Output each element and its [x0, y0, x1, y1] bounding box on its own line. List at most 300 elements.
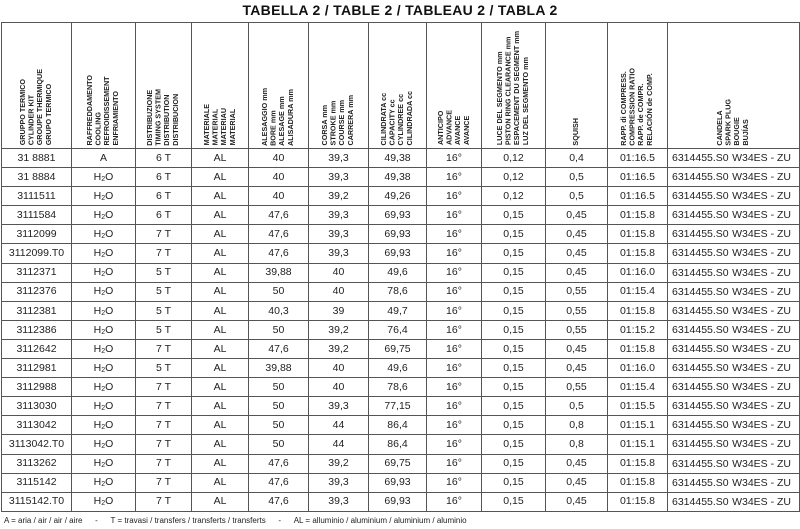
- table-row: [2, 416, 800, 435]
- header-line: GRUPPO TERMICO: [18, 79, 28, 146]
- cooling-symbol-tail: O: [105, 380, 114, 393]
- cell-cooling: [72, 206, 136, 225]
- cell-material: AL: [192, 187, 249, 206]
- header-line: RELACIÓN de COMP.: [645, 72, 655, 146]
- cell-timing: 5 T: [136, 301, 192, 320]
- cell-bore: 40,3: [249, 301, 309, 320]
- legend-separator: -: [278, 516, 282, 525]
- cell-compression-ratio: 01:16.0: [608, 263, 668, 282]
- cell-cylinder-kit: 3112642: [2, 339, 72, 358]
- cell-capacity: 78,6: [369, 378, 427, 397]
- spark-plug-model: W34ES - ZU: [732, 476, 791, 489]
- cell-spark-plug: [668, 359, 800, 378]
- cell-cylinder-kit: 3112988: [2, 378, 72, 397]
- cell-capacity: 69,93: [369, 206, 427, 225]
- table-row: [2, 168, 800, 187]
- cell-advance: 16°: [427, 282, 482, 301]
- cell-ring-clearance: 0,12: [482, 149, 546, 168]
- header-line: DISTRIBUTION: [162, 94, 172, 146]
- cell-spark-plug: [668, 225, 800, 244]
- cell-advance: 16°: [427, 492, 482, 511]
- cell-cooling: [72, 378, 136, 397]
- cell-material: AL: [192, 225, 249, 244]
- cell-ring-clearance: 0,15: [482, 263, 546, 282]
- cooling-symbol-tail: O: [105, 170, 114, 183]
- cell-cylinder-kit: 3112981: [2, 359, 72, 378]
- cell-squish: 0,5: [546, 397, 608, 416]
- table-title: TABELLA 2 / TABLE 2 / TABLEAU 2 / TABLA 2: [242, 2, 558, 18]
- header-squish: [546, 23, 608, 149]
- cell-capacity: 69,93: [369, 244, 427, 263]
- cooling-symbol-tail: O: [105, 400, 114, 413]
- cell-ring-clearance: 0,15: [482, 339, 546, 358]
- header-line: RAPP. de COMPR.: [636, 83, 646, 146]
- table-row: [2, 244, 800, 263]
- cell-timing: 6 T: [136, 168, 192, 187]
- cooling-subscript: 2: [101, 175, 106, 183]
- cooling-subscript: 2: [101, 366, 106, 374]
- spark-plug-code: 6314455.S0: [672, 457, 729, 470]
- cell-material: AL: [192, 416, 249, 435]
- header-bore: [249, 23, 309, 149]
- header-line: COURSE mm: [337, 99, 347, 146]
- cell-stroke: 39,3: [309, 473, 369, 492]
- cell-material: AL: [192, 282, 249, 301]
- cell-stroke: 44: [309, 435, 369, 454]
- spark-plug-model: W34ES - ZU: [732, 457, 791, 470]
- spark-plug-model: W34ES - ZU: [732, 247, 791, 260]
- spark-plug-model: W34ES - ZU: [732, 438, 791, 451]
- cell-capacity: 86,4: [369, 435, 427, 454]
- cell-squish: 0,55: [546, 282, 608, 301]
- cell-cooling: [72, 244, 136, 263]
- cell-material: AL: [192, 301, 249, 320]
- spark-plug-model: W34ES - ZU: [732, 495, 791, 508]
- cooling-subscript: 2: [101, 385, 106, 393]
- cell-squish: 0,8: [546, 416, 608, 435]
- header-line: COMPRESSION RATIO: [627, 67, 637, 146]
- header-line: LUZ DEL SEGMENTO mm: [521, 57, 531, 146]
- cell-bore: 47,6: [249, 454, 309, 473]
- cell-material: AL: [192, 492, 249, 511]
- cooling-symbol: H: [93, 361, 102, 374]
- cooling-symbol-tail: O: [105, 228, 114, 241]
- cooling-symbol: H: [93, 285, 102, 298]
- cell-bore: 50: [249, 397, 309, 416]
- cell-ring-clearance: 0,12: [482, 187, 546, 206]
- cell-cooling: A: [72, 149, 136, 168]
- table-row: [2, 492, 800, 511]
- header-line: BOUGIE: [732, 117, 742, 146]
- header-line: CARRERA mm: [346, 95, 356, 146]
- cell-timing: 7 T: [136, 435, 192, 454]
- spark-plug-model: W34ES - ZU: [732, 171, 791, 184]
- cell-capacity: 69,75: [369, 454, 427, 473]
- cell-stroke: 44: [309, 416, 369, 435]
- spark-plug-model: W34ES - ZU: [732, 209, 791, 222]
- cell-advance: 16°: [427, 225, 482, 244]
- cell-bore: 47,6: [249, 225, 309, 244]
- header-line: AVANCE: [453, 116, 462, 146]
- cell-compression-ratio: 01:15.8: [608, 206, 668, 225]
- cell-spark-plug: [668, 416, 800, 435]
- header-line: CORSA mm: [320, 105, 330, 146]
- cell-compression-ratio: 01:15.8: [608, 244, 668, 263]
- table-body: [2, 149, 800, 512]
- cell-timing: 5 T: [136, 282, 192, 301]
- cell-advance: 16°: [427, 339, 482, 358]
- cell-ring-clearance: 0,15: [482, 454, 546, 473]
- cooling-symbol: H: [93, 419, 102, 432]
- header-cylinder-kit: [2, 23, 72, 149]
- cell-cylinder-kit: 3112376: [2, 282, 72, 301]
- cell-advance: 16°: [427, 168, 482, 187]
- spark-plug-model: W34ES - ZU: [732, 342, 791, 355]
- header-line: ANTICIPO: [435, 111, 445, 146]
- header-compression-ratio: [608, 23, 668, 149]
- cell-advance: 16°: [427, 263, 482, 282]
- cell-stroke: 39,3: [309, 206, 369, 225]
- spark-plug-code: 6314455.S0: [672, 438, 729, 451]
- spark-plug-model: W34ES - ZU: [732, 419, 791, 432]
- table-row: [2, 378, 800, 397]
- cooling-subscript: 2: [101, 481, 106, 489]
- cell-compression-ratio: 01:15.5: [608, 397, 668, 416]
- cooling-symbol-tail: O: [105, 495, 114, 508]
- table-row: [2, 473, 800, 492]
- cell-capacity: 69,93: [369, 473, 427, 492]
- cell-capacity: 49,38: [369, 149, 427, 168]
- cell-ring-clearance: 0,15: [482, 397, 546, 416]
- spark-plug-code: 6314455.S0: [672, 285, 729, 298]
- spark-plug-code: 6314455.S0: [672, 495, 729, 508]
- table-row: [2, 225, 800, 244]
- cell-cooling: [72, 339, 136, 358]
- table-row: [2, 263, 800, 282]
- cell-spark-plug: [668, 339, 800, 358]
- cell-bore: 47,6: [249, 473, 309, 492]
- cell-spark-plug: [668, 206, 800, 225]
- cooling-symbol: H: [93, 342, 102, 355]
- header-cooling: [72, 23, 136, 149]
- cell-cooling: [72, 263, 136, 282]
- cooling-subscript: 2: [101, 252, 106, 260]
- table-row: [2, 187, 800, 206]
- header-line: ENFRIAMIENTO: [111, 90, 121, 146]
- cooling-subscript: 2: [101, 462, 106, 470]
- cell-bore: 50: [249, 378, 309, 397]
- cooling-subscript: 2: [101, 194, 106, 202]
- cell-spark-plug: [668, 301, 800, 320]
- header-ring-clearance: [482, 23, 546, 149]
- cell-cylinder-kit: 31 8884: [2, 168, 72, 187]
- spark-plug-model: W34ES - ZU: [732, 190, 791, 203]
- cell-timing: 7 T: [136, 225, 192, 244]
- cell-compression-ratio: 01:16.5: [608, 168, 668, 187]
- header-line: DISTRIBUZIONE: [145, 89, 155, 146]
- header-line: GRUPO TERMICO: [44, 84, 54, 146]
- cell-squish: 0,45: [546, 473, 608, 492]
- header-line: CYLINDREE cc: [396, 93, 406, 146]
- cell-ring-clearance: 0,15: [482, 359, 546, 378]
- spark-plug-code: 6314455.S0: [672, 342, 729, 355]
- header-line: TIMING SYSTEM: [153, 88, 163, 146]
- cell-timing: 6 T: [136, 206, 192, 225]
- cooling-subscript: 2: [101, 500, 106, 508]
- cell-cylinder-kit: 3113030: [2, 397, 72, 416]
- cell-spark-plug: [668, 282, 800, 301]
- cell-material: AL: [192, 397, 249, 416]
- cell-ring-clearance: 0,15: [482, 225, 546, 244]
- cell-bore: 40: [249, 168, 309, 187]
- cell-cylinder-kit: 3111511: [2, 187, 72, 206]
- spark-plug-model: W34ES - ZU: [732, 266, 791, 279]
- cell-advance: 16°: [427, 301, 482, 320]
- cell-stroke: 39,3: [309, 244, 369, 263]
- cell-compression-ratio: 01:15.8: [608, 339, 668, 358]
- header-line: CILINDRADA cc: [405, 91, 415, 146]
- cell-spark-plug: [668, 492, 800, 511]
- cell-stroke: 39,3: [309, 492, 369, 511]
- cell-advance: 16°: [427, 187, 482, 206]
- cell-capacity: 78,6: [369, 282, 427, 301]
- cell-advance: 16°: [427, 473, 482, 492]
- cell-compression-ratio: 01:15.8: [608, 301, 668, 320]
- cell-cylinder-kit: 3115142: [2, 473, 72, 492]
- cell-squish: 0,45: [546, 454, 608, 473]
- spark-plug-code: 6314455.S0: [672, 171, 729, 184]
- cell-compression-ratio: 01:15.1: [608, 416, 668, 435]
- cell-capacity: 86,4: [369, 416, 427, 435]
- cell-squish: 0,45: [546, 244, 608, 263]
- cell-advance: 16°: [427, 435, 482, 454]
- header-line: REFROIDISSEMENT: [102, 76, 112, 146]
- header-line: CAPACITY cc: [387, 99, 397, 146]
- header-line: MATERIAU: [219, 108, 228, 146]
- cell-stroke: 39,3: [309, 225, 369, 244]
- legend-air: A = aria / air / air / aire: [4, 516, 83, 525]
- cooling-symbol-tail: O: [105, 323, 114, 336]
- cooling-symbol-tail: O: [105, 266, 114, 279]
- cell-cooling: [72, 454, 136, 473]
- table-row: [2, 359, 800, 378]
- cell-spark-plug: [668, 149, 800, 168]
- cell-material: AL: [192, 168, 249, 187]
- cell-bore: 47,6: [249, 206, 309, 225]
- cooling-symbol-tail: O: [105, 476, 114, 489]
- legend-aluminium: AL = alluminio / aluminium / aluminium / aluminio: [293, 516, 467, 525]
- cooling-symbol-tail: O: [105, 189, 114, 202]
- spark-plug-code: 6314455.S0: [672, 381, 729, 394]
- cell-material: AL: [192, 378, 249, 397]
- cell-cylinder-kit: 3112386: [2, 320, 72, 339]
- cell-cylinder-kit: 31 8881: [2, 149, 72, 168]
- cell-squish: 0,55: [546, 320, 608, 339]
- legend-transfers: T = travasi / transfers / transferts / transferts: [110, 516, 266, 525]
- cell-stroke: 39,2: [309, 320, 369, 339]
- spark-plug-model: W34ES - ZU: [732, 285, 791, 298]
- cell-cylinder-kit: 3113042: [2, 416, 72, 435]
- cell-cylinder-kit: 3112381: [2, 301, 72, 320]
- cell-stroke: 39,3: [309, 397, 369, 416]
- spark-plug-model: W34ES - ZU: [732, 323, 791, 336]
- cell-material: AL: [192, 339, 249, 358]
- cooling-symbol: H: [93, 189, 102, 202]
- cell-capacity: 77,15: [369, 397, 427, 416]
- cell-squish: 0,5: [546, 187, 608, 206]
- cell-capacity: 69,93: [369, 225, 427, 244]
- cell-bore: 40: [249, 187, 309, 206]
- cooling-symbol-tail: O: [105, 342, 114, 355]
- header-line: CILINDRATA cc: [379, 92, 389, 146]
- spark-plug-model: W34ES - ZU: [732, 152, 791, 164]
- cell-stroke: 39,3: [309, 168, 369, 187]
- cell-timing: 5 T: [136, 320, 192, 339]
- cell-cooling: [72, 320, 136, 339]
- cell-timing: 7 T: [136, 339, 192, 358]
- cell-cooling: [72, 301, 136, 320]
- cooling-subscript: 2: [101, 233, 106, 241]
- header-line: MATERIAL: [227, 108, 237, 146]
- cell-compression-ratio: 01:16.5: [608, 149, 668, 168]
- spark-plug-code: 6314455.S0: [672, 209, 729, 222]
- cell-compression-ratio: 01:15.2: [608, 320, 668, 339]
- spark-plug-code: 6314455.S0: [672, 304, 729, 317]
- cell-stroke: 40: [309, 263, 369, 282]
- cell-cooling: [72, 416, 136, 435]
- cooling-symbol-tail: O: [105, 438, 114, 451]
- cell-spark-plug: [668, 435, 800, 454]
- cell-squish: 0,8: [546, 435, 608, 454]
- cooling-symbol: H: [93, 457, 102, 470]
- table-row: [2, 301, 800, 320]
- cell-capacity: 49,7: [369, 301, 427, 320]
- cell-squish: 0,5: [546, 168, 608, 187]
- cell-squish: 0,45: [546, 206, 608, 225]
- cell-capacity: 49,26: [369, 187, 427, 206]
- cell-advance: 16°: [427, 378, 482, 397]
- cooling-subscript: 2: [101, 309, 106, 317]
- cell-ring-clearance: 0,15: [482, 492, 546, 511]
- cell-bore: 50: [249, 416, 309, 435]
- cell-material: AL: [192, 244, 249, 263]
- header-line: SPARK PLUG: [723, 98, 733, 146]
- cell-ring-clearance: 0,15: [482, 244, 546, 263]
- cell-cooling: [72, 492, 136, 511]
- cell-timing: 7 T: [136, 454, 192, 473]
- header-line: ALESAGE mm: [277, 95, 287, 146]
- spark-plug-code: 6314455.S0: [672, 247, 729, 260]
- spark-plug-model: W34ES - ZU: [732, 228, 791, 241]
- cooling-subscript: 2: [101, 347, 106, 355]
- header-capacity: [369, 23, 427, 149]
- spark-plug-model: W34ES - ZU: [732, 400, 791, 413]
- cell-ring-clearance: 0,12: [482, 168, 546, 187]
- cell-advance: 16°: [427, 320, 482, 339]
- header-line: CYLINDER KIT: [26, 95, 36, 146]
- cell-cooling: [72, 359, 136, 378]
- cooling-symbol-tail: O: [105, 304, 114, 317]
- header-line: BORE mm: [268, 109, 278, 146]
- cooling-symbol-tail: O: [105, 285, 114, 298]
- cooling-subscript: 2: [101, 405, 106, 413]
- spark-plug-code: 6314455.S0: [672, 323, 729, 336]
- header-line: BUJÍAS: [741, 119, 751, 146]
- header-line: SQUISH: [571, 117, 581, 146]
- cell-cooling: [72, 282, 136, 301]
- cooling-subscript: 2: [101, 328, 106, 336]
- cell-bore: 50: [249, 282, 309, 301]
- cell-material: AL: [192, 359, 249, 378]
- cell-advance: 16°: [427, 397, 482, 416]
- header-line: RAPP. di COMPRESS.: [619, 70, 629, 146]
- cell-stroke: 39,2: [309, 454, 369, 473]
- cell-cylinder-kit: 3113042.T0: [2, 435, 72, 454]
- header-line: ALESAGGIO mm: [260, 87, 270, 146]
- cell-ring-clearance: 0,15: [482, 301, 546, 320]
- cell-timing: 5 T: [136, 263, 192, 282]
- header-line: CANDELA: [715, 110, 725, 146]
- cooling-symbol: H: [93, 476, 102, 489]
- cell-stroke: 40: [309, 378, 369, 397]
- header-line: PISTON RING CLEARANCE mm: [503, 37, 513, 146]
- cooling-symbol: H: [93, 266, 102, 279]
- cooling-subscript: 2: [101, 290, 106, 298]
- cell-spark-plug: [668, 244, 800, 263]
- header-spark-plug: [668, 23, 800, 149]
- cell-cooling: [72, 225, 136, 244]
- cell-spark-plug: [668, 263, 800, 282]
- cooling-symbol-tail: O: [105, 457, 114, 470]
- cell-stroke: 39,2: [309, 187, 369, 206]
- cell-squish: 0,55: [546, 378, 608, 397]
- cell-cylinder-kit: 3111584: [2, 206, 72, 225]
- spark-plug-model: W34ES - ZU: [732, 304, 791, 317]
- cell-bore: 47,6: [249, 339, 309, 358]
- cell-material: AL: [192, 149, 249, 168]
- cell-capacity: 69,75: [369, 339, 427, 358]
- cell-spark-plug: [668, 473, 800, 492]
- cell-stroke: 39: [309, 301, 369, 320]
- table-row: [2, 397, 800, 416]
- cell-compression-ratio: 01:15.8: [608, 473, 668, 492]
- cell-advance: 16°: [427, 206, 482, 225]
- cooling-symbol: H: [93, 323, 102, 336]
- cell-capacity: 49,6: [369, 263, 427, 282]
- cell-bore: 39,88: [249, 359, 309, 378]
- cell-timing: 7 T: [136, 492, 192, 511]
- spark-plug-code: 6314455.S0: [672, 266, 729, 279]
- cell-spark-plug: [668, 168, 800, 187]
- header-line: LUCE DEL SEGMENTO mm: [495, 51, 505, 146]
- cell-squish: 0,45: [546, 225, 608, 244]
- cell-stroke: 39,3: [309, 149, 369, 168]
- cell-cylinder-kit: 3112371: [2, 263, 72, 282]
- cell-capacity: 76,4: [369, 320, 427, 339]
- cooling-symbol: H: [93, 380, 102, 393]
- cell-stroke: 39,2: [309, 339, 369, 358]
- cooling-subscript: 2: [101, 443, 106, 451]
- cell-squish: 0,55: [546, 301, 608, 320]
- cell-spark-plug: [668, 187, 800, 206]
- cell-ring-clearance: 0,15: [482, 378, 546, 397]
- cooling-subscript: 2: [101, 271, 106, 279]
- spark-plug-model: W34ES - ZU: [732, 381, 791, 394]
- table-row: [2, 320, 800, 339]
- cell-bore: 39,88: [249, 263, 309, 282]
- cell-material: AL: [192, 263, 249, 282]
- header-line: GROUPE THERMIQUE: [35, 69, 45, 146]
